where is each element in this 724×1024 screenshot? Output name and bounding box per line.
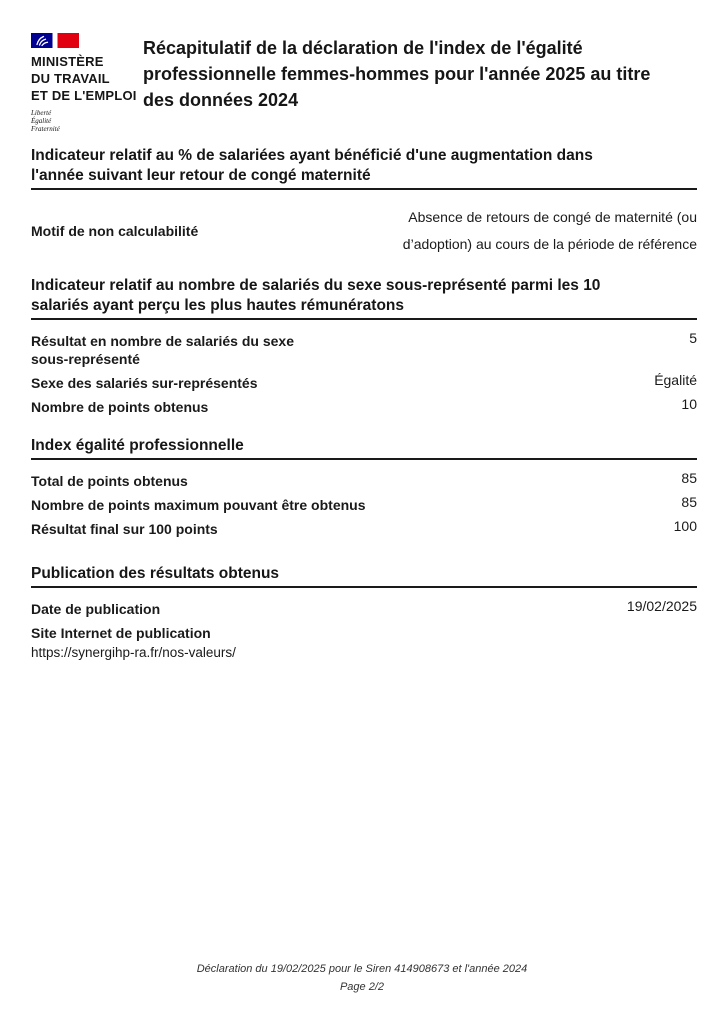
row-total-points [31, 472, 697, 490]
value-line: d’adoption) au cours de la période de référence [402, 236, 697, 252]
footer-declaration-info: Déclaration du 19/02/2025 pour le Siren 414908673 et l'année 2024 [196, 963, 528, 975]
section-index-egalite [31, 436, 697, 538]
label-line: Résultat en nombre de salariés du sexe [31, 333, 294, 349]
row-value: 5 [689, 330, 697, 346]
label-line: sous-représenté [31, 351, 140, 367]
document-footer [0, 960, 724, 996]
row-sexe-sur-representes [31, 374, 697, 392]
heading-line: Indicateur relatif au % de salariées ayant bénéficié d'une augmentation dans [31, 147, 593, 164]
heading-line: Indicateur relatif au nombre de salariés du sexe sous-représenté parmi les 10 [31, 277, 601, 294]
row-label: Nombre de points maximum pouvant être obtenus [31, 497, 366, 513]
section-heading-conge-maternite [31, 146, 697, 190]
french-flag-icon [31, 33, 79, 48]
row-motif-non-calculabilite [31, 204, 697, 258]
heading-line: Publication des résultats obtenus [31, 565, 280, 582]
section-conge-maternite [31, 146, 697, 258]
heading-line: l'année suivant leur retour de congé maternité [31, 167, 371, 184]
footer-page-number: Page 2/2 [339, 981, 385, 993]
row-value: 85 [681, 470, 697, 486]
ministry-motto [31, 109, 135, 133]
document-title-line: Récapitulatif de la déclaration de l'index de l'égalité [143, 38, 583, 58]
motto-line: Égalité [31, 117, 52, 125]
motto-line: Liberté [31, 109, 52, 117]
row-value: 100 [673, 518, 697, 534]
value-line: Absence de retours de congé de maternité (ou [408, 209, 697, 225]
ministry-name-line: ET DE L'EMPLOI [31, 88, 137, 103]
heading-line: Index égalité professionnelle [31, 437, 244, 454]
row-resultat-sexe-sous-represente [31, 332, 697, 368]
row-label: Sexe des salariés sur-représentés [31, 375, 258, 391]
row-label: Total de points obtenus [31, 473, 188, 489]
row-value: 19/02/2025 [626, 598, 697, 614]
row-value: 85 [681, 494, 697, 510]
section-hautes-remunerations [31, 276, 697, 416]
row-resultat-final [31, 520, 697, 538]
ministry-name-line: DU TRAVAIL [31, 71, 110, 86]
row-value: 10 [681, 396, 697, 412]
ministry-name [31, 53, 135, 104]
row-value [403, 204, 697, 258]
document-header [31, 33, 697, 133]
document-title-line: professionnelle femmes-hommes pour l'année 2025 au titre [143, 64, 651, 84]
section-publication [31, 564, 697, 662]
row-label: Date de publication [31, 601, 161, 617]
row-points-obtenus [31, 398, 697, 416]
row-label: Résultat final sur 100 points [31, 521, 218, 537]
row-label: Motif de non calculabilité [31, 223, 199, 239]
document-title [143, 35, 650, 113]
ministry-logo-block [31, 33, 135, 133]
row-label [31, 332, 294, 368]
row-label: Nombre de points obtenus [31, 399, 209, 415]
site-publication-label: Site Internet de publication [31, 625, 211, 641]
section-heading-hautes-remunerations [31, 276, 697, 320]
row-date-publication [31, 600, 697, 618]
section-heading-publication [31, 564, 697, 588]
motto-line: Fraternité [31, 125, 60, 133]
row-points-maximum [31, 496, 697, 514]
ministry-name-line: MINISTÈRE [31, 54, 104, 69]
publication-url-link[interactable]: https://synergihp-ra.fr/nos-valeurs/ [31, 645, 236, 660]
heading-line: salariés ayant perçu les plus hautes rémunératons [31, 297, 405, 314]
document-title-line: des données 2024 [143, 90, 299, 110]
section-heading-index-egalite [31, 436, 697, 460]
row-value: Égalité [654, 372, 697, 388]
